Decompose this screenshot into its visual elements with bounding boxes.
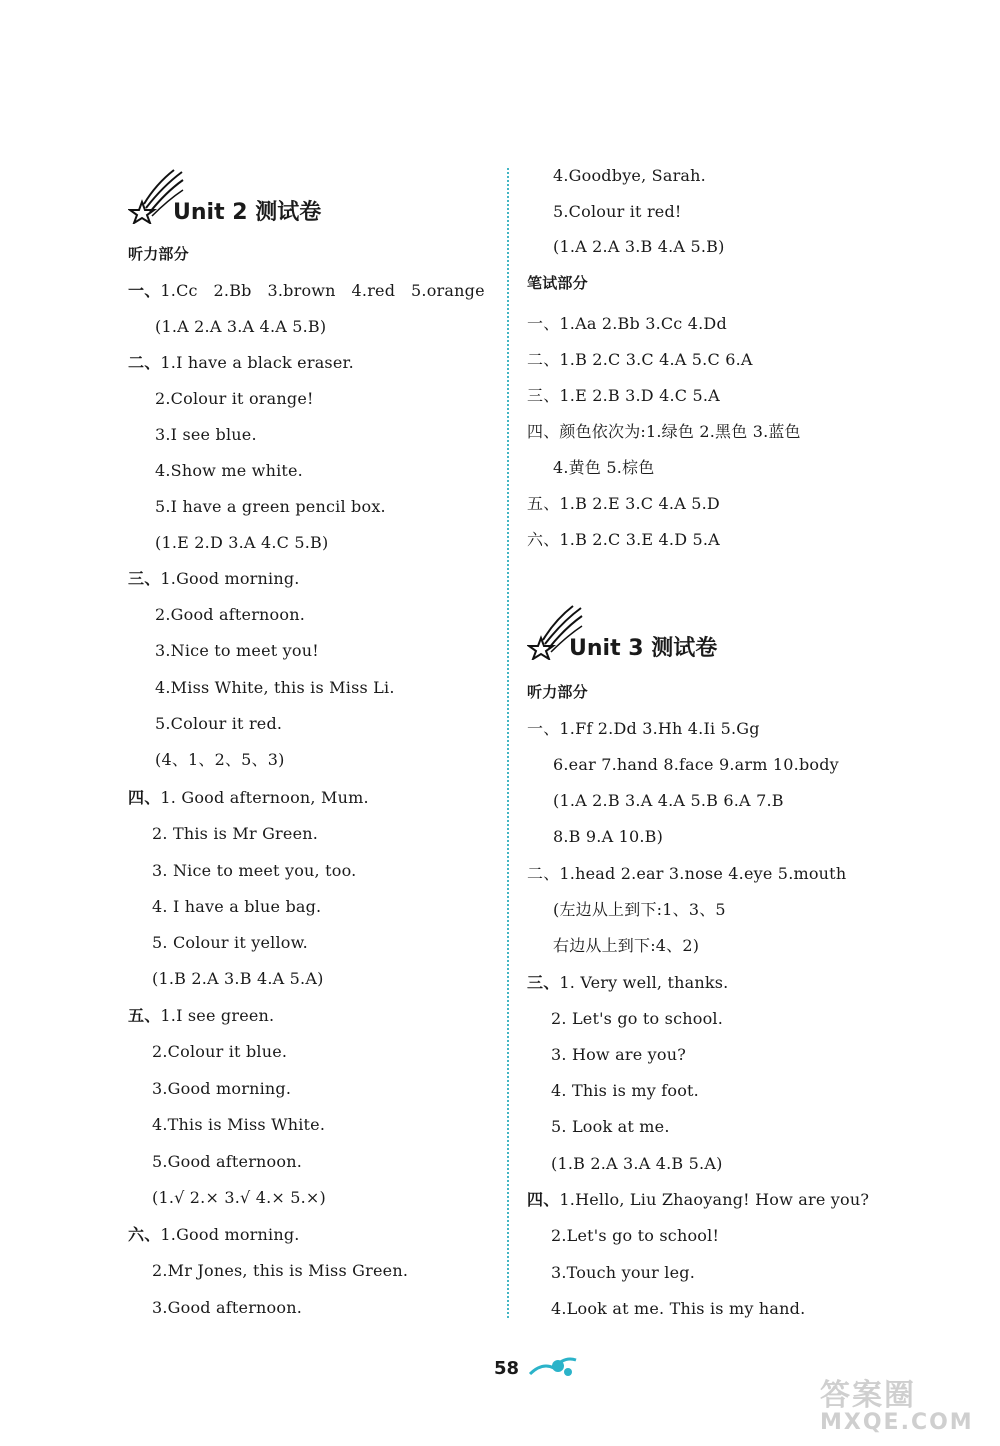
s5-answers: (1.√ 2.× 3.√ 4.× 5.×) bbox=[152, 1188, 326, 1207]
l3-item-5: 5. Look at me. bbox=[551, 1117, 670, 1136]
listening-heading: 听力部分 bbox=[128, 245, 189, 263]
decoration-icon bbox=[528, 1352, 578, 1382]
s3-item-3: 3.Nice to meet you! bbox=[155, 641, 319, 660]
s4-item-5: 5. Colour it yellow. bbox=[152, 933, 308, 952]
unit3-title bbox=[569, 634, 717, 664]
s3-item-5: 5.Colour it red. bbox=[155, 714, 283, 733]
page-number: 58 bbox=[494, 1358, 520, 1379]
s3-item-1: 三、1.Good morning. bbox=[128, 569, 300, 588]
s2-answers: (1.E 2.D 3.A 4.C 5.B) bbox=[155, 533, 329, 552]
s2-item-1: 二、1.I have a black eraser. bbox=[128, 353, 354, 372]
l2-line-2: (左边从上到下:1、3、5 bbox=[553, 900, 726, 919]
s5-item-1: 五、1.I see green. bbox=[128, 1006, 275, 1025]
r-cont-answers: (1.A 2.A 3.B 4.A 5.B) bbox=[553, 237, 725, 256]
w5-line: 五、1.B 2.E 3.C 4.A 5.D bbox=[527, 494, 720, 513]
l4-item-4: 4.Look at me. This is my hand. bbox=[551, 1299, 806, 1318]
l4-item-3: 3.Touch your leg. bbox=[551, 1263, 696, 1282]
s3-item-4: 4.Miss White, this is Miss Li. bbox=[155, 678, 395, 697]
s1-line: 一、1.Cc 2.Bb 3.brown 4.red 5.orange bbox=[128, 281, 485, 300]
s4-item-3: 3. Nice to meet you, too. bbox=[152, 861, 357, 880]
s4-item-1: 四、1. Good afternoon, Mum. bbox=[128, 788, 369, 807]
s6-item-1: 六、1.Good morning. bbox=[128, 1225, 300, 1244]
column-divider bbox=[507, 168, 509, 1318]
s5-item-2: 2.Colour it blue. bbox=[152, 1042, 288, 1061]
l2-line-1: 二、1.head 2.ear 3.nose 4.eye 5.mouth bbox=[527, 864, 847, 883]
s4-item-4: 4. I have a blue bag. bbox=[152, 897, 322, 916]
s2-item-2: 2.Colour it orange! bbox=[155, 389, 314, 408]
r-cont-4: 4.Goodbye, Sarah. bbox=[553, 166, 706, 185]
l3-item-2: 2. Let's go to school. bbox=[551, 1009, 724, 1028]
l1-line-4: 8.B 9.A 10.B) bbox=[553, 827, 664, 846]
l1-line-2: 6.ear 7.hand 8.face 9.arm 10.body bbox=[553, 755, 839, 774]
l3-item-4: 4. This is my foot. bbox=[551, 1081, 699, 1100]
written-heading: 笔试部分 bbox=[527, 274, 588, 292]
unit2-title-cn: 测试卷 bbox=[255, 200, 322, 225]
s2-item-4: 4.Show me white. bbox=[155, 461, 303, 480]
w3-line: 三、1.E 2.B 3.D 4.C 5.A bbox=[527, 386, 720, 405]
w4-line-1: 四、颜色依次为:1.绿色 2.黑色 3.蓝色 bbox=[527, 422, 801, 441]
w1-line: 一、1.Aa 2.Bb 3.Cc 4.Dd bbox=[527, 314, 727, 333]
s5-item-5: 5.Good afternoon. bbox=[152, 1152, 303, 1171]
l3-item-1: 三、1. Very well, thanks. bbox=[527, 973, 729, 992]
s4-item-2: 2. This is Mr Green. bbox=[152, 824, 319, 843]
l3-item-3: 3. How are you? bbox=[551, 1045, 687, 1064]
s3-item-2: 2.Good afternoon. bbox=[155, 605, 306, 624]
s2-item-3: 3.I see blue. bbox=[155, 425, 257, 444]
s3-answers: (4、1、2、5、3) bbox=[155, 750, 285, 769]
l3-answers: (1.B 2.A 3.A 4.B 5.A) bbox=[551, 1154, 723, 1173]
l2-line-3: 右边从上到下:4、2) bbox=[553, 936, 700, 955]
l1-line-3: (1.A 2.B 3.A 4.A 5.B 6.A 7.B bbox=[553, 791, 784, 810]
unit2-title-en: Unit 2 bbox=[173, 200, 248, 225]
s6-item-3: 3.Good afternoon. bbox=[152, 1298, 303, 1317]
w2-line: 二、1.B 2.C 3.C 4.A 5.C 6.A bbox=[527, 350, 753, 369]
unit2-title bbox=[173, 198, 321, 228]
s4-answers: (1.B 2.A 3.B 4.A 5.A) bbox=[152, 969, 324, 988]
r-listening-heading: 听力部分 bbox=[527, 683, 588, 701]
s5-item-3: 3.Good morning. bbox=[152, 1079, 292, 1098]
s6-item-2: 2.Mr Jones, this is Miss Green. bbox=[152, 1261, 409, 1280]
unit3-title-cn: 测试卷 bbox=[651, 636, 718, 661]
s2-item-5: 5.I have a green pencil box. bbox=[155, 497, 386, 516]
unit3-title-en: Unit 3 bbox=[569, 636, 644, 661]
w6-line: 六、1.B 2.C 3.E 4.D 5.A bbox=[527, 530, 720, 549]
s5-item-4: 4.This is Miss White. bbox=[152, 1115, 326, 1134]
l4-item-2: 2.Let's go to school! bbox=[551, 1226, 720, 1245]
w4-line-2: 4.黄色 5.棕色 bbox=[553, 458, 655, 477]
l1-line-1: 一、1.Ff 2.Dd 3.Hh 4.Ii 5.Gg bbox=[527, 719, 760, 738]
watermark: 答案圈 MXQE.COM bbox=[820, 1378, 974, 1435]
l4-item-1: 四、1.Hello, Liu Zhaoyang! How are you? bbox=[527, 1190, 870, 1209]
r-cont-5: 5.Colour it red! bbox=[553, 202, 682, 221]
s1-answers: (1.A 2.A 3.A 4.A 5.B) bbox=[155, 317, 327, 336]
shooting-star-icon bbox=[527, 604, 583, 660]
